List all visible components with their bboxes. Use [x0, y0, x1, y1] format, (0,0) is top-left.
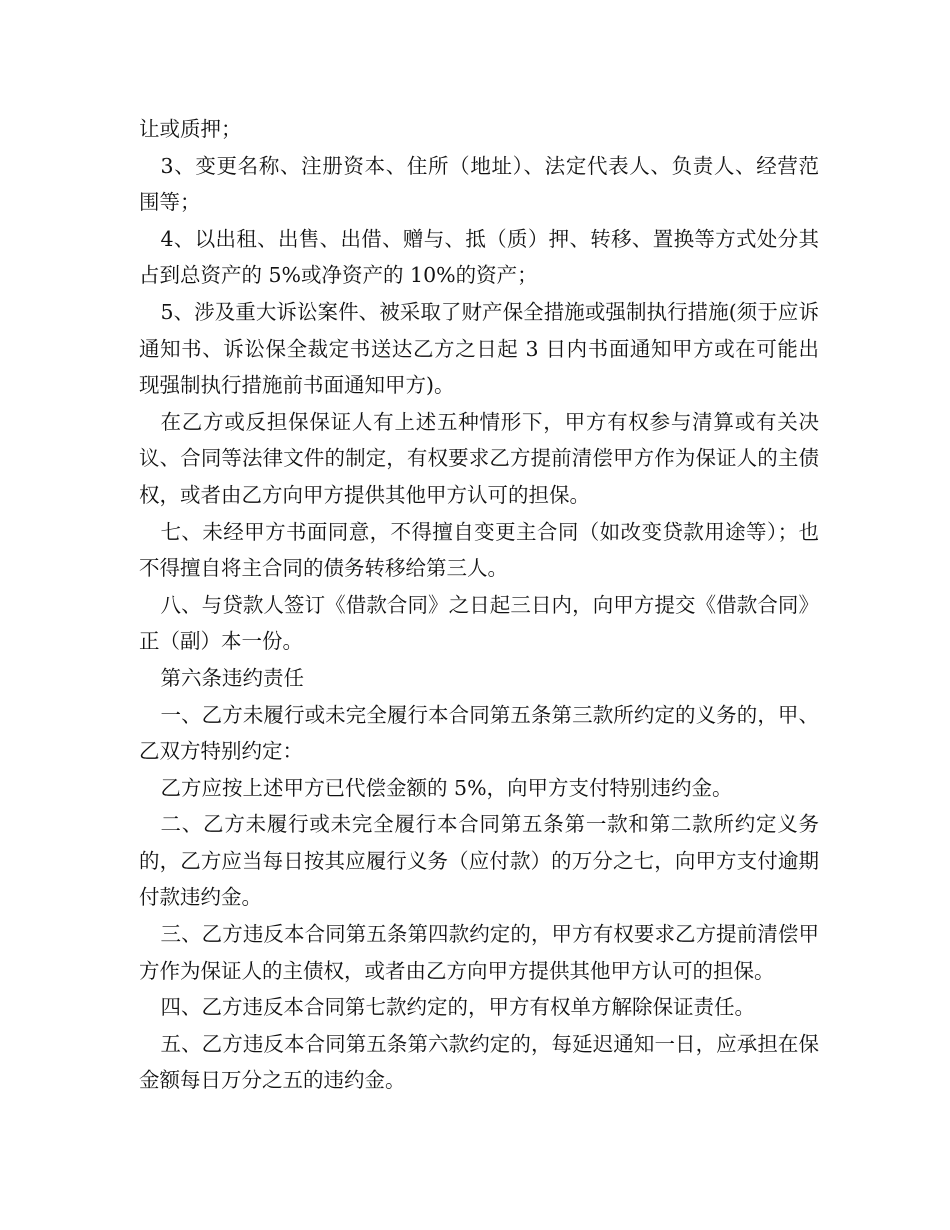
- paragraph: 让或质押；: [139, 117, 242, 141]
- section-heading: 第六条违约责任: [160, 665, 305, 690]
- paragraph: 在乙方或反担保保证人有上述五种情形下，甲方有权参与清算或有关决议、合同等法律文件的制定，有权要求乙方提前清偿甲方作为保证人的主债权，或者由乙方向甲方提供其他甲方认可的担保。: [139, 409, 819, 507]
- paragraph: 乙方应按上述甲方已代偿金额的 5%，向甲方支付特别违约金。: [160, 775, 733, 800]
- document-body: [139, 111, 819, 1099]
- paragraph: 3、变更名称、注册资本、住所（地址）、法定代表人、负责人、经营范围等；: [139, 153, 819, 215]
- paragraph: 七、未经甲方书面同意，不得擅自变更主合同（如改变贷款用途等）；也不得擅自将主合同的债务转移给第三人。: [139, 519, 819, 581]
- paragraph: 一、乙方未履行或未完全履行本合同第五条第三款所约定的义务的，甲、乙双方特别约定：: [139, 702, 819, 764]
- paragraph: 5、涉及重大诉讼案件、被采取了财产保全措施或强制执行措施(须于应诉通知书、诉讼保全裁定书送达乙方之日起 3 日内书面通知甲方或在可能出现强制执行措施前书面通知甲方)。: [139, 299, 819, 398]
- paragraph: 八、与贷款人签订《借款合同》之日起三日内，向甲方提交《借款合同》正（副）本一份。: [139, 592, 819, 654]
- paragraph: 4、以出租、出售、出借、赠与、抵（质）押、转移、置换等方式处分其占到总资产的 5%或净资产的 10%的资产；: [139, 226, 819, 288]
- paragraph: 四、乙方违反本合同第七款约定的，甲方有权单方解除保证责任。: [160, 995, 756, 1020]
- paragraph: 三、乙方违反本合同第五条第四款约定的，甲方有权要求乙方提前清偿甲方作为保证人的主债权，或者由乙方向甲方提供其他甲方认可的担保。: [139, 922, 819, 983]
- paragraph: 二、乙方未履行或未完全履行本合同第五条第一款和第二款所约定义务的，乙方应当每日按其应履行义务（应付款）的万分之七，向甲方支付逾期付款违约金。: [139, 812, 819, 910]
- paragraph: 五、乙方违反本合同第五条第六款约定的，每延迟通知一日，应承担在保金额每日万分之五的违约金。: [139, 1031, 819, 1093]
